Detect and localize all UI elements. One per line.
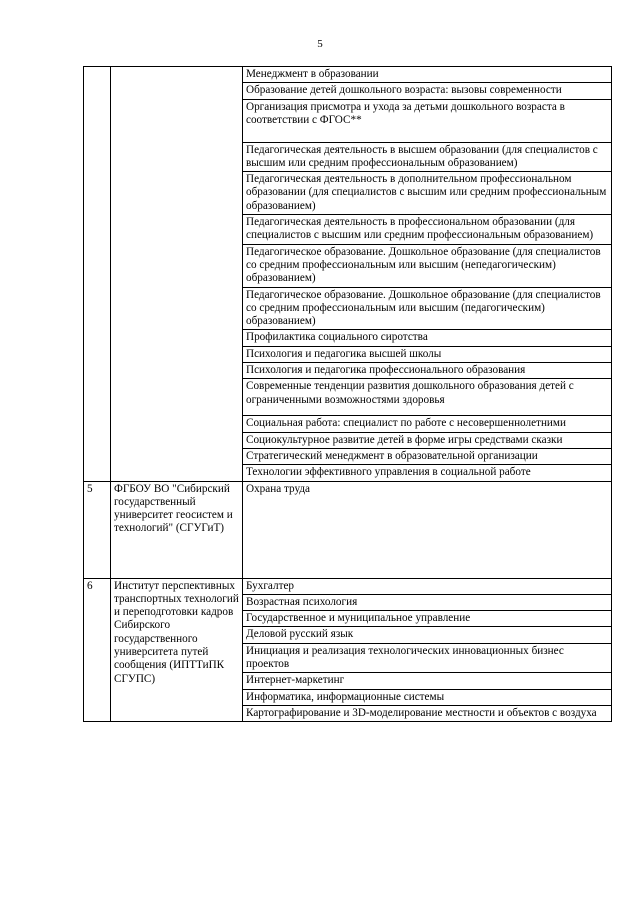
program-cell: Педагогическая деятельность в дополнительном профессиональном образовании (для специалистов с высшим или средним профессиональным образованием) — [243, 172, 612, 215]
table-row — [84, 578, 612, 594]
program-cell: Педагогическое образование. Дошкольное образование (для специалистов со средним профессиональным или высшим (непедагогическим) образованием) — [243, 244, 612, 287]
program-cell: Организация присмотра и ухода за детьми дошкольного возраста в соответствии с ФГОС** — [243, 99, 612, 142]
organization-cell — [111, 67, 243, 482]
row-number-cell — [84, 67, 111, 482]
program-cell: Информатика, информационные системы — [243, 689, 612, 705]
row-number-cell: 5 — [84, 481, 111, 578]
program-cell: Бухгалтер — [243, 578, 612, 594]
program-cell: Государственное и муниципальное управление — [243, 611, 612, 627]
table-row — [84, 67, 612, 83]
program-cell: Технологии эффективного управления в социальной работе — [243, 465, 612, 481]
program-cell: Стратегический менеджмент в образовательной организации — [243, 448, 612, 464]
program-cell: Профилактика социального сиротства — [243, 330, 612, 346]
program-cell: Деловой русский язык — [243, 627, 612, 643]
page-number: 5 — [317, 38, 323, 50]
program-cell: Педагогическое образование. Дошкольное образование (для специалистов со средним профессиональным или высшим (педагогическим) образованием) — [243, 287, 612, 330]
program-cell: Социокультурное развитие детей в форме игры средствами сказки — [243, 432, 612, 448]
program-cell: Образование детей дошкольного возраста: вызовы современности — [243, 83, 612, 99]
programs-table — [83, 66, 612, 722]
program-cell: Менеджмент в образовании — [243, 67, 612, 83]
program-cell: Охрана труда — [243, 481, 612, 578]
program-cell: Возрастная психология — [243, 594, 612, 610]
program-cell: Картографирование и 3D-моделирование местности и объектов с воздуха — [243, 705, 612, 721]
program-cell: Современные тенденции развития дошкольного образования детей с ограниченными возможностями здоровья — [243, 379, 612, 416]
program-cell: Инициация и реализация технологических инновационных бизнес проектов — [243, 643, 612, 673]
program-cell: Интернет-маркетинг — [243, 673, 612, 689]
table-row — [84, 481, 612, 578]
program-cell: Педагогическая деятельность в профессиональном образовании (для специалистов с высшим или средним профессиональным образованием) — [243, 215, 612, 245]
program-cell: Педагогическая деятельность в высшем образовании (для специалистов с высшим или средним профессиональным образованием) — [243, 142, 612, 172]
program-cell: Психология и педагогика профессионального образования — [243, 363, 612, 379]
organization-cell: ФГБОУ ВО "Сибирский государственный университет геосистем и технологий" (СГУГиТ) — [111, 481, 243, 578]
program-cell: Психология и педагогика высшей школы — [243, 346, 612, 362]
program-cell: Социальная работа: специалист по работе с несовершеннолетними — [243, 416, 612, 432]
row-number-cell: 6 — [84, 578, 111, 722]
organization-cell: Институт перспективных транспортных технологий и переподготовки кадров Сибирского государственного университета путей сообщения (ИПТТиПК СГУПС) — [111, 578, 243, 722]
